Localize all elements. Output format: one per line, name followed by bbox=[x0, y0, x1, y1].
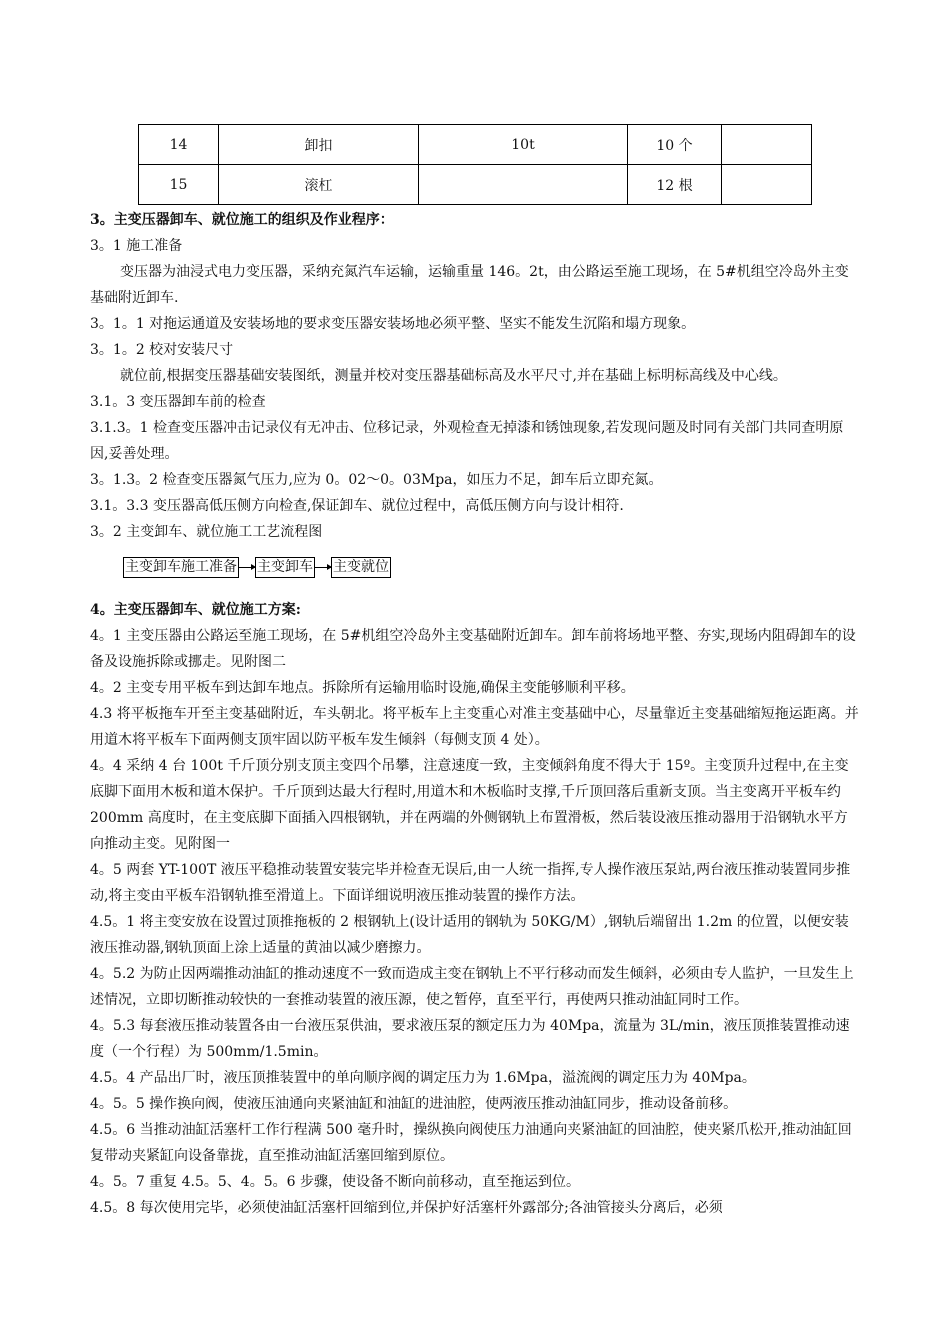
paragraph: 3.1.3。1 检查变压器冲击记录仪有无冲击、位移记录，外观检查无掉漆和锈蚀现象,若发现问题及时同有关部门共同查明原因,妥善处理。 bbox=[90, 420, 844, 462]
table-cell bbox=[722, 165, 812, 205]
section-4-heading: 4。主变压器卸车、就位施工方案: bbox=[90, 602, 301, 618]
paragraph: 4。5.3 每套液压推动装置各由一台液压泵供油，要求液压泵的额定压力为 40Mpa，流量为 3L/min，液压顶推装置推动速度（一个行程）为 500mm/1.5min。 bbox=[90, 1018, 850, 1060]
table-cell: 12 根 bbox=[628, 165, 722, 205]
paragraph: 4。4 采纳 4 台 100t 千斤顶分别支顶主变四个吊攀，注意速度一致，主变倾斜角度不得大于 15º。主变顶升过程中,在主变底脚下面用木板和道木保护。千斤顶到达最大行程时,用道木和木板临时支撑,千斤顶回落后重新支顶。当主变离开平板车约 200mm 高度时，在主变底脚下面插入四根钢轨，并在两端的外侧钢轨上布置滑板，然后装设液压推动器用于沿钢轨水平方向推动主变。见附图一 bbox=[90, 758, 849, 852]
table-cell bbox=[722, 125, 812, 165]
paragraph: 4.5。4 产品出厂时，液压顶推装置中的单向顺序阀的调定压力为 1.6Mpa，溢流阀的调定压力为 40Mpa。 bbox=[90, 1070, 756, 1086]
paragraph: 3。2 主变卸车、就位施工工艺流程图 bbox=[90, 524, 323, 540]
paragraph: 4。5。7 重复 4.5。5、4。5。6 步骤，使设备不断向前移动，直至拖运到位。 bbox=[90, 1174, 580, 1190]
arrow-right-icon bbox=[239, 567, 255, 568]
table-cell: 10 个 bbox=[628, 125, 722, 165]
flow-step-preparation: 主变卸车施工准备 bbox=[123, 557, 239, 578]
paragraph: 4。5 两套 YT-100T 液压平稳推动装置安装完毕并检查无误后,由一人统一指挥,专人操作液压泵站,两台液压推动装置同步推动,将主变由平板车沿钢轨推至滑道上。下面详细说明液压推动装置的操作方法。 bbox=[90, 862, 851, 904]
paragraph: 3。1.3。2 检查变压器氮气压力,应为 0。02～0。03Mpa，如压力不足，卸车后立即充氮。 bbox=[90, 472, 663, 488]
table-row bbox=[139, 165, 812, 205]
table-cell: 14 bbox=[139, 125, 219, 165]
process-flowchart bbox=[90, 545, 860, 589]
paragraph: 4.3 将平板拖车开至主变基础附近，车头朝北。将平板车上主变重心对准主变基础中心，尽量靠近主变基础缩短拖运距离。并用道木将平板车下面两侧支顶牢固以防平板车发生倾斜（每侧支顶 4 处）。 bbox=[90, 706, 859, 748]
arrow-right-icon bbox=[315, 567, 331, 568]
paragraph: 3。1。1 对拖运通道及安装场地的要求变压器安装场地必须平整、坚实不能发生沉陷和塌方现象。 bbox=[90, 316, 696, 332]
paragraph: 4。2 主变专用平板车到达卸车地点。拆除所有运输用临时设施,确保主变能够顺利平移。 bbox=[90, 680, 635, 696]
paragraph: 4.5。1 将主变安放在设置过顶推拖板的 2 根钢轨上(设计适用的钢轨为 50KG/M）,钢轨后端留出 1.2m 的位置，以便安装液压推动器,钢轨顶面上涂上适量的黄油以减少磨擦力。 bbox=[90, 914, 849, 956]
table-cell: 卸扣 bbox=[219, 125, 419, 165]
paragraph: 4。5.2 为防止因两端推动油缸的推动速度不一致而造成主变在钢轨上不平行移动而发生倾斜，必须由专人监护，一旦发生上述情况，立即切断推动较快的一套推动装置的液压源，使之暂停，直至平行，再使两只推动油缸同时工作。 bbox=[90, 966, 854, 1008]
materials-table bbox=[138, 124, 812, 205]
paragraph: 3.1。3 变压器卸车前的检查 bbox=[90, 394, 266, 410]
paragraph: 3。1 施工准备 bbox=[90, 238, 183, 254]
paragraph: 4。5。5 操作换向阀，使液压油通向夹紧油缸和油缸的进油腔，使两液压推动油缸同步，推动设备前移。 bbox=[90, 1096, 738, 1112]
paragraph: 4.5。6 当推动油缸活塞杆工作行程满 500 毫升时，操纵换向阀使压力油通向夹紧油缸的回油腔，使夹紧爪松开,推动油缸回复带动夹紧缸向设备靠拢，直至推动油缸活塞回缩到原位。 bbox=[90, 1122, 852, 1164]
table-cell: 滚杠 bbox=[219, 165, 419, 205]
paragraph: 3.1。3.3 变压器高低压侧方向检查,保证卸车、就位过程中，高低压侧方向与设计相符. bbox=[90, 498, 624, 514]
paragraph: 3。1。2 校对安装尺寸 bbox=[90, 342, 234, 358]
paragraph: 4.5。8 每次使用完毕，必须使油缸活塞杆回缩到位,并保护好活塞杆外露部分;各油管接头分离后，必须 bbox=[90, 1200, 723, 1216]
table-cell: 10t bbox=[419, 125, 628, 165]
table-cell: 15 bbox=[139, 165, 219, 205]
flow-step-positioning: 主变就位 bbox=[331, 557, 391, 578]
document-body bbox=[90, 207, 860, 1221]
section-3-heading: 3。主变压器卸车、就位施工的组织及作业程序： bbox=[90, 212, 394, 228]
table-row bbox=[139, 125, 812, 165]
flow-step-unloading: 主变卸车 bbox=[255, 557, 315, 578]
table-cell bbox=[419, 165, 628, 205]
paragraph: 变压器为油浸式电力变压器，采纳充氮汽车运输，运输重量 146。2t，由公路运至施工现场，在 5#机组空冷岛外主变基础附近卸车. bbox=[90, 264, 849, 306]
paragraph: 4。1 主变压器由公路运至施工现场，在 5#机组空冷岛外主变基础附近卸车。卸车前将场地平整、夯实,现场内阻碍卸车的设备及设施拆除或挪走。见附图二 bbox=[90, 628, 856, 670]
paragraph: 就位前,根据变压器基础安装图纸，测量并校对变压器基础标高及水平尺寸,并在基础上标明标高线及中心线。 bbox=[120, 368, 787, 384]
